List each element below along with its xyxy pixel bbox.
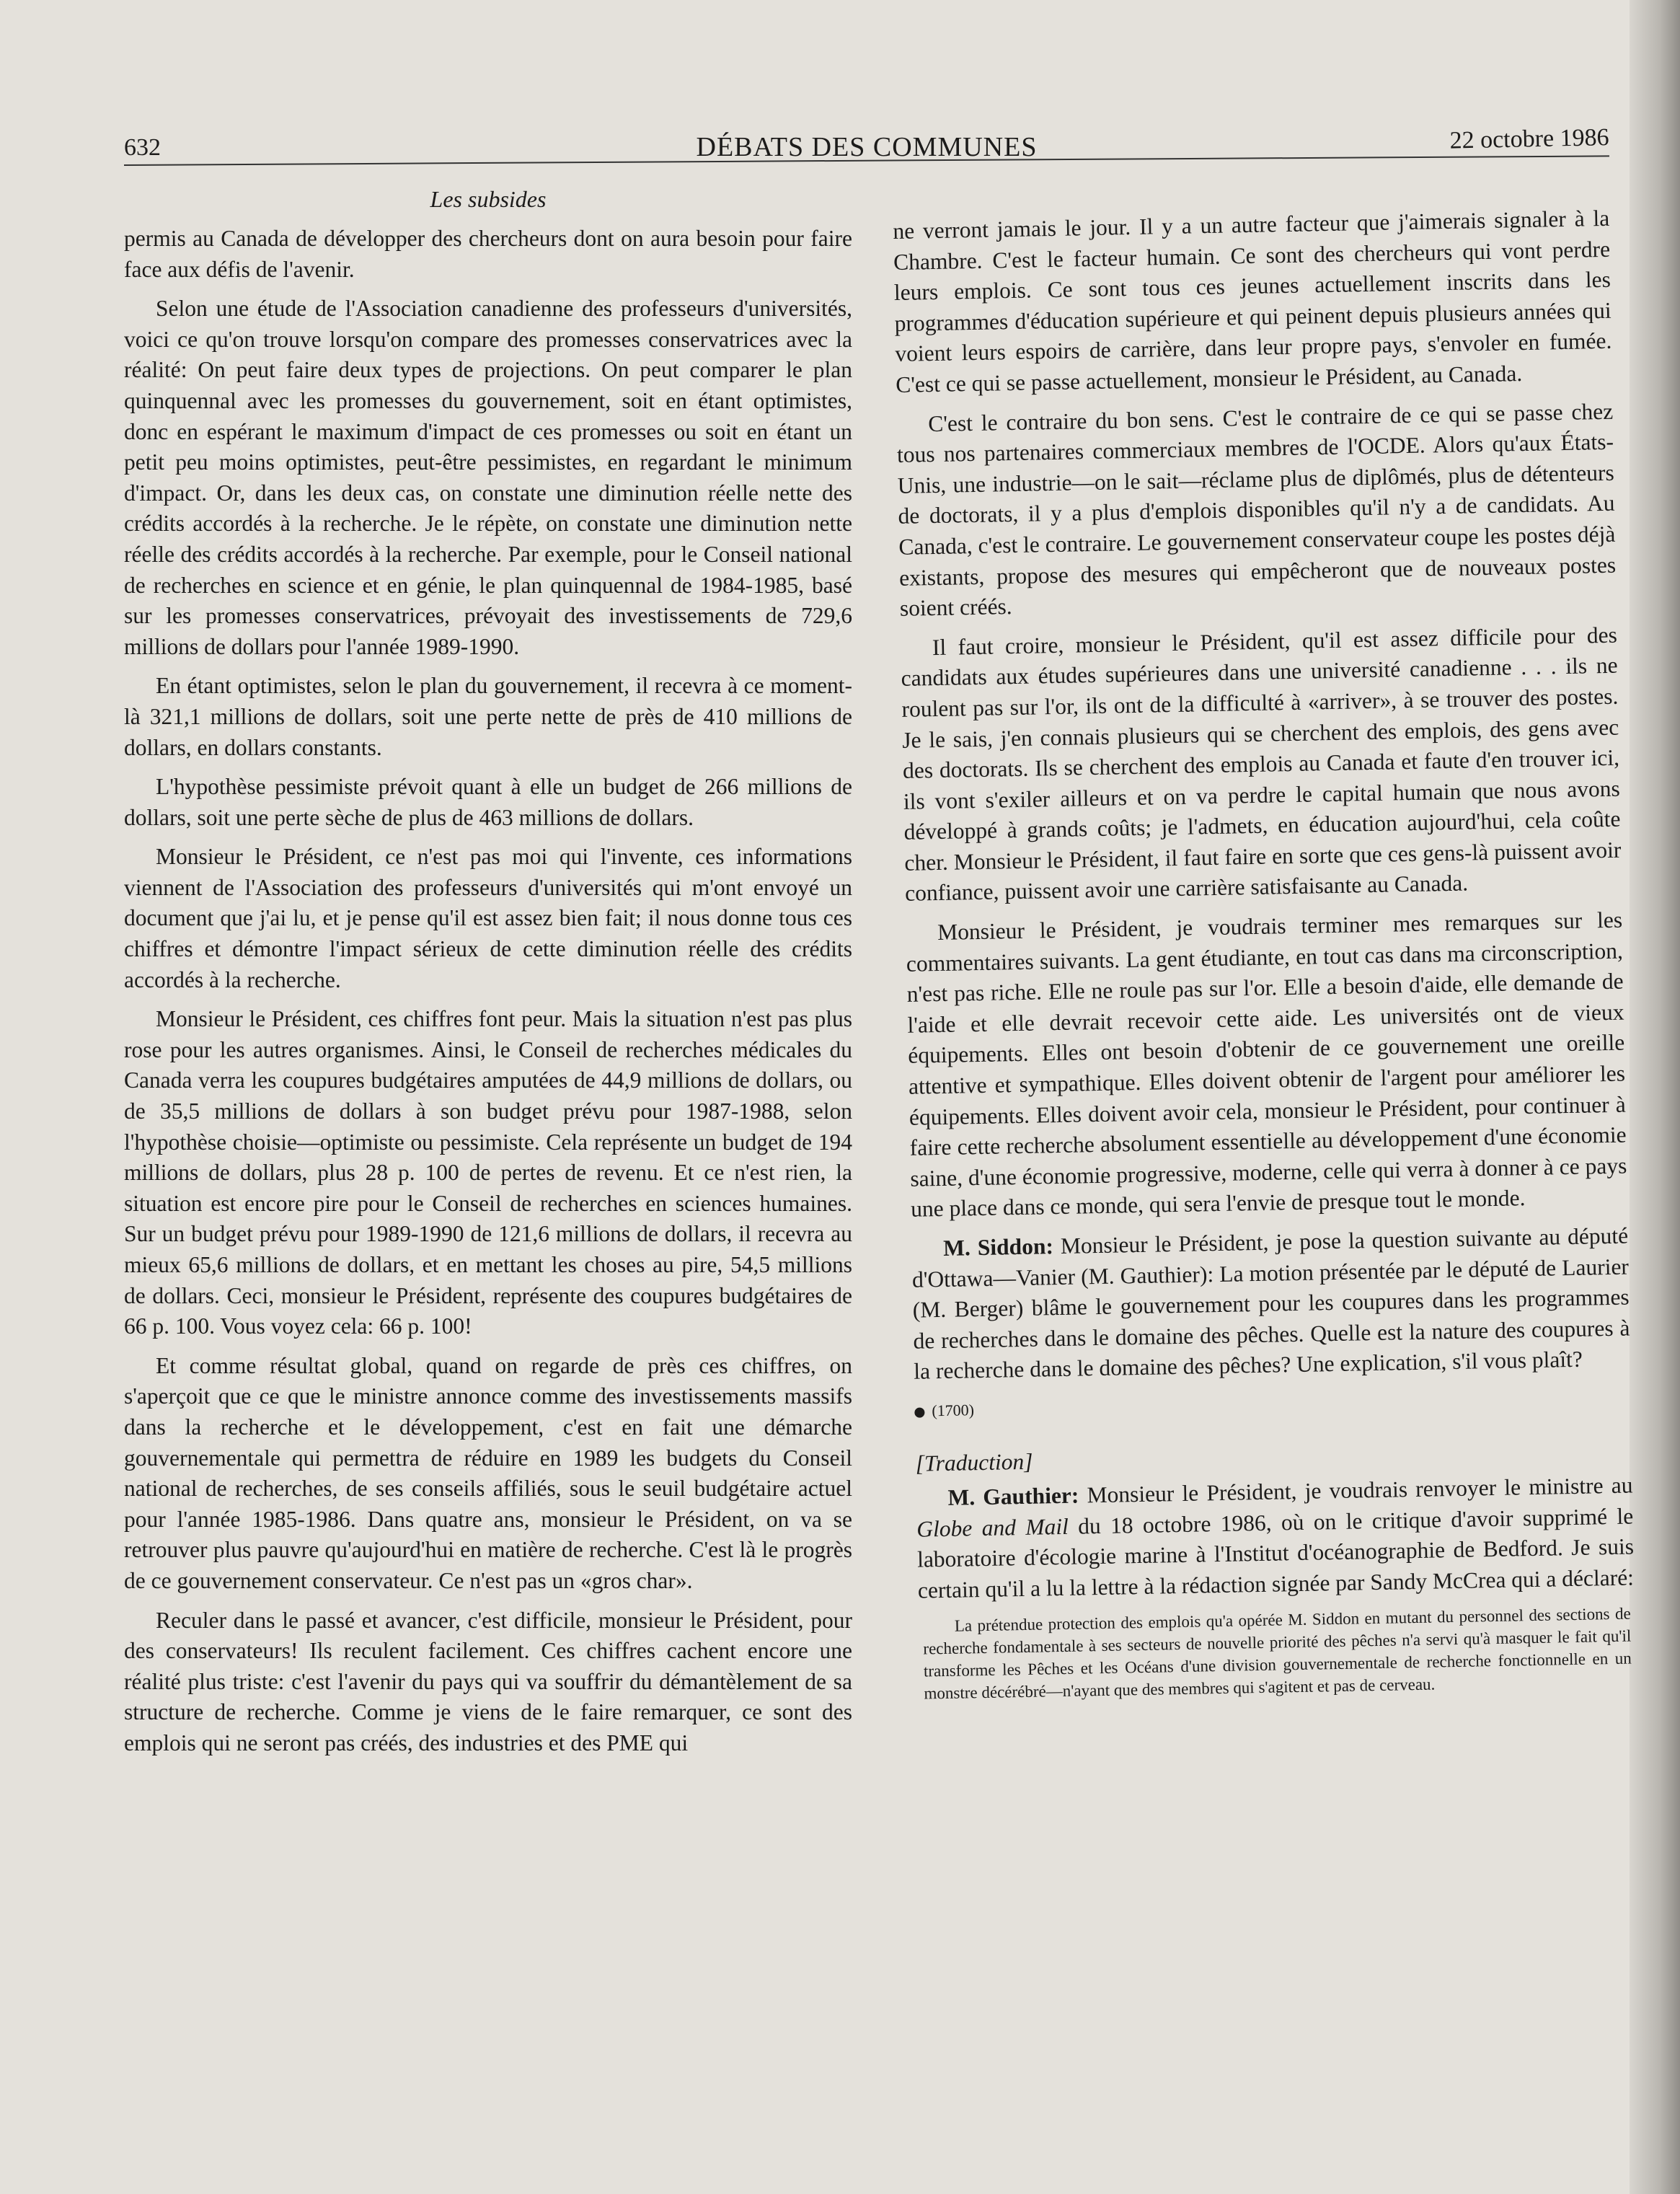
paragraph: permis au Canada de développer des chercheurs dont on aura besoin pour faire face aux défis de l'avenir. (124, 226, 852, 282)
paragraph: Monsieur le Président, ces chiffres font peur. Mais la situation n'est pas plus rose pour les autres organismes. Ainsi, le Conseil de recherches médicales du Canada verra les coupures budgétaires amputées de 44,9 millions de dollars, ou de 35,5 millions de dollars à son budget prévu pour 1987-1988, selon l'hypothèse choisie—optimiste ou pessimiste. Cela représente un budget de 194 millions de dollars, plus 28 p. 100 de pertes de revenu. Et ce n'est rien, la situation est encore pire pour le Conseil de recherches en sciences humaines. Sur un budget prévu pour 1989-1990 de 121,6 millions de dollars, il recevra au mieux 65,6 millions de dollars, et en mettant les choses au pire, 54,5 millions de dollars. Ceci, monsieur le Président, représente des coupures budgétaires de 66 p. 100. Vous voyez cela: 66 p. 100! (124, 1006, 852, 1339)
gauthier-intervention (916, 1471, 1635, 1607)
speech-text: Monsieur le Président, je pose la question suivante au député d'Ottawa—Vanier (M. Gauthier): La motion présentée par le député de Laurier (M. Berger) blâme le gouvernement pour les coupures dans les programmes de recherches dans le domaine des pêches. Quelle est la nature des coupures à la recherche dans le domaine des pêches? Une explication, s'il vous plaît? (911, 1222, 1630, 1385)
speech-text: Monsieur le Président, je voudrais renvoyer le ministre au (1087, 1472, 1633, 1508)
left-column (124, 224, 852, 1768)
timestamp (914, 1383, 1632, 1427)
speech-text: du 18 octobre 1986, où on le critique d'avoir supprimé le laboratoire d'écologie marine à l'Institut d'océanographie de Bedford. Je suis certain qu'il a lu la lettre à la rédaction signée par Sandy McCrea qui a déclaré: (916, 1503, 1635, 1603)
speaker-name: M. Gauthier: (947, 1482, 1079, 1511)
newspaper-title: Globe and Mail (916, 1513, 1069, 1542)
paragraph: Selon une étude de l'Association canadienne des professeurs d'universités, voici ce qu'on trouve lorsqu'on compare des promesses conservatrices avec la réalité: On peut faire deux types de projections. On peut comparer le plan quinquennal avec les promesses du gouvernement, soit en étant optimistes, donc en espérant le maximum d'impact de ces promesses ou soit en étant un petit peu moins optimistes, peut-être pessimistes, en regardant le minimum d'impact. Or, dans les deux cas, on constate une diminution réelle nette des crédits accordés à la recherche. Je le répète, on constate une diminution nette réelle des crédits accordés à la recherche. Par exemple, pour le Conseil national de recherches en science et en génie, le plan quinquennal de 1984-1985, basé sur les promesses conservatrices, prévoyait des investissements de 729,6 millions de dollars pour l'année 1989-1990. (124, 296, 852, 659)
paragraph: ne verront jamais le jour. Il y a un autre facteur que j'aimerais signaler à la Chambre. C'est le facteur humain. Ce sont des chercheurs qui vont perdre leurs emplois. Ce sont tous ces jeunes actuellement inscrits dans les programmes d'éducation supérieure et qui peinent depuis plusieurs années qui voient leurs espoirs de carrière, dans leur propre pays, s'envoler en fumée. C'est ce qui se passe actuellement, monsieur le Président, au Canada. (893, 205, 1612, 397)
paragraph: Monsieur le Président, ce n'est pas moi qui l'invente, ces informations viennent de l'Association des professeurs d'universités qui m'ont envoyé un document que j'ai lu, et je pense qu'il est assez bien fait; il nous donne tous ces chiffres et démontre l'impact sérieux de cette diminution réelle des crédits accordés à la recherche. (124, 844, 852, 992)
paragraph: Il faut croire, monsieur le Président, qu'il est assez difficile pour des candidats aux études supérieures dans une université canadienne . . . ils ne roulent pas sur l'or, ils ont de la difficulté à «arriver», à se trouver des postes. Je le sais, j'en connais plusieurs qui se cherchent des emplois, des gens avec des doctorats. Ils se cherchent des emplois au Canada et faute d'en trouver ici, ils vont s'exiler ailleurs et on va perdre le capital humain que nous avons développé à grands coûts; je l'admets, en éducation aujourd'hui, cela coûte cher. Monsieur le Président, il faut faire en sorte que ces gens-là puissent avoir confiance, puissent avoir une carrière satisfaisante au Canada. (901, 622, 1622, 907)
timestamp-text: (1700) (932, 1401, 975, 1420)
translation-marker: [Traduction] (915, 1448, 1033, 1476)
quotation: La prétendue protection des emplois qu'a opérée M. Siddon en mutant du personnel des sections de recherche fondamentale à ses secteurs de nouvelle priorité des pêches n'a servi qu'à masquer le fait qu'il transforme les Pêches et les Océans d'une division gouvernementale de recherche fonctionnelle en un monstre décérébré—n'ayant que des membres qui s'agitent et pas de cerveau. (923, 1604, 1632, 1703)
publication-title: DÉBATS DES COMMUNES (696, 132, 1038, 162)
paragraph: Monsieur le Président, je voudrais terminer mes remarques sur les commentaires suivants. La gent étudiante, en tout cas dans ma circonscription, n'est pas riche. Elle ne roule pas sur l'or. Elle a besoin d'aide, elle demande de l'aide et elle devrait recevoir cette aide. Les universités ont de vieux équipements. Elles ont besoin d'obtenir de ce gouvernement une oreille attentive et sympathique. Elles doivent obtenir de l'argent pour améliorer les équipements. Elles doivent avoir cela, monsieur le Président, pour continuer à faire cette recherche absolument essentielle au développement d'une économie saine, d'une économie progressive, moderne, celle qui verra à donner à ce pays une place dans ce monde, qui sera l'envie de presque tout le monde. (906, 907, 1627, 1222)
speaker-name: M. Siddon: (942, 1233, 1054, 1261)
bullet-icon (914, 1407, 924, 1417)
issue-date: 22 octobre 1986 (1449, 124, 1609, 154)
quotation-block (919, 1602, 1637, 1704)
paragraph: C'est le contraire du bon sens. C'est le contraire de ce qui se passe chez tous nos partenaires commerciaux membres de l'OCDE. Alors qu'aux États-Unis, une industrie—on le sait—réclame plus de diplômés, plus de détenteurs de doctorats, il y a plus d'emplois disponibles qu'il n'y a de candidats. Au Canada, c'est le contraire. Le gouvernement conservateur coupe les postes déjà existants, propose des mesures qui empêcheront que de nouveaux postes soient créés. (896, 398, 1617, 622)
paragraph: Et comme résultat global, quand on regarde de près ces chiffres, on s'aperçoit que ce que le ministre annonce comme des investissements massifs dans la recherche et le développement, c'est en fait une démarche gouvernementale qui permettra de réduire en 1989 les budgets du Conseil national de recherches, de ses conseils affiliés, sous le seuil budgétaire actuel pour l'année 1985-1986. Dans quatre ans, monsieur le Président, on va se retrouver plus pauvre qu'aujourd'hui en matière de recherche. C'est là le progrès de ce gouvernement conservateur. Ce n'est pas un «gros char». (124, 1352, 852, 1593)
paragraph: Reculer dans le passé et avancer, c'est difficile, monsieur le Président, pour des conservateurs! Ils reculent facilement. Ces chiffres cachent encore une réalité plus triste: c'est l'avenir du pays qui va souffrir du démantèlement de sa structure de recherche. Comme je viens de le faire remarquer, ce sont des emplois qui ne seront pas créés, des industries et des PME qui (124, 1607, 852, 1755)
paragraph: L'hypothèse pessimiste prévoit quant à elle un budget de 266 millions de dollars, soit une perte sèche de plus de 463 millions de dollars. (124, 774, 852, 830)
page-number: 632 (124, 134, 161, 161)
paragraph: En étant optimistes, selon le plan du gouvernement, il recevra à ce moment-là 321,1 millions de dollars, soit une perte nette de près de 410 millions de dollars, en dollars constants. (124, 673, 852, 760)
right-column (893, 203, 1637, 1713)
siddon-intervention (911, 1221, 1631, 1388)
section-title: Les subsides (430, 186, 547, 212)
page-binding-shadow (1630, 0, 1680, 2194)
